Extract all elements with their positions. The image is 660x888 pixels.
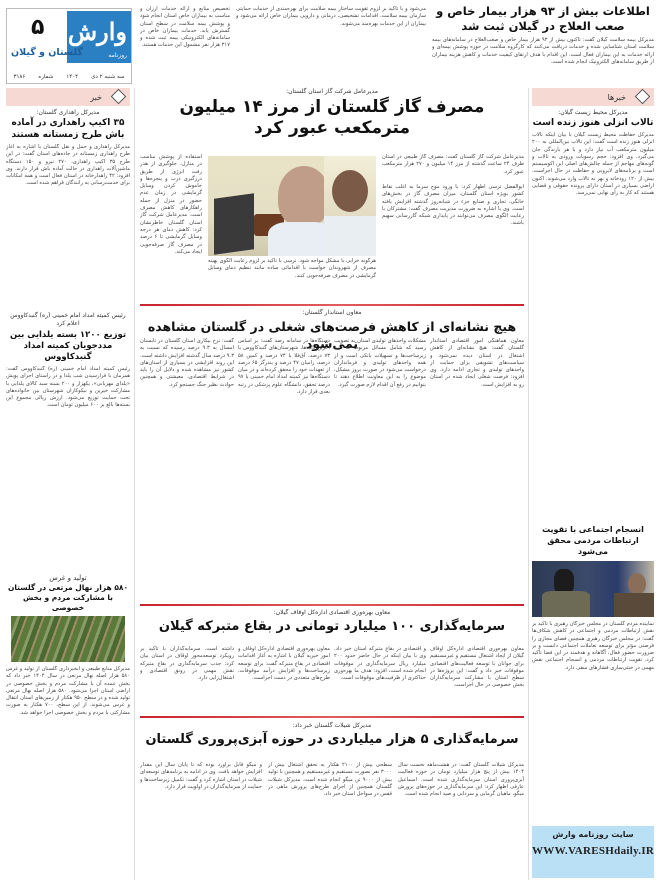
story-headline: ۵۸۰ هزار نهال مرتعی در گلستان با مشارکت مردم و بخش خصوصی [7,583,129,612]
story-body: مدیرکل منابع طبیعی و آبخیزداری گلستان از تولید و غرس ۵۸۰ هزار اصله نهال مرتعی در سال ۱۴۰۴ خبر داد که بخش عمده آن با مشارکت مردم و بخش خصوصی در اراضی استان اجرا می‌شود. ۵۸۰ هزار اصله نهال مرتعی تولید شده و در سطح ۹۵۰ هکتار از زمین‌های استان انتقال و غرس می‌شوند. از این سطح، ۷۰۰ هکتار به صورت مشارکتی با مردم و بخش خصوصی اجرا خواهد شد. [6,666,130,716]
story-body: مدیرکل بیمه سلامت گیلان گفت: تاکنون بیش از ۹۳ هزار بیمار خاص و صعب‌العلاج در سامانه‌های بیمه سلامت استان شناسایی شده و خدمات دریافت می‌کنند که کارگروه سلامت در حوزه پوشش بیمه‌ای و ارائه خدمات به این بیماران فعال است. این اقدام با هدف ارتقای کیفیت خدمات و کاهش هزینه بیماران از طریق سامانه‌های الکترونیک انجام شده است. [432,37,654,65]
story-headline: ۳۵ اکیپ راهداری در آماده باش طرح زمستانه هستند [11,118,125,140]
awqaf-col-3: معاون بهره‌وری اقتصادی اداره‌کل اوقاف و امور خیریه گیلان با اشاره به آغاز اقدامات اقتصادی در بقاع متبرکه گفت: برای توسعه زیرساخت‌ها و افزایش درآمد موقوفات، طرح‌های متعددی در دست اجراست. [238,646,330,682]
story-body: نماینده مردم گلستان در مجلس خبرگان رهبری با تأکید بر نقش ارتباطات مردمی و اجتماعی در کاهش شکاف‌ها گفت: در مجلس خبرگان رهبری همچنین فضای مجازی را فرصتی مؤثر برای توسعه تعاملات اجتماعی دانست و بر ضرورت حضور فعال، آگاهانه و هدفمند در این فضا تأکید کرد. تقویت ارتباطات مردمی و انسجام اجتماعی نقش مهمی در خنثی‌سازی فشارهای منفی دارد. [532,621,654,671]
robe-shape [542,591,590,617]
jacket-shape [614,593,654,617]
awqaf-col-1: معاون بهره‌وری اقتصادی اداره‌کل اوقاف گیلان از ایجاد اشتغال مستقیم و غیرمستقیم برای جوانان با توسعه فعالیت‌های اقتصادی موقوفات خبر داد و گفت: این پروژه‌ها در سطح استان با مشارکت سرمایه‌گذاران بخش خصوصی در حال اجراست. [430,646,524,689]
left-story-yalda [6,312,130,578]
story-headline: سرمایه‌گذاری ۱۰۰ میلیارد تومانی در بقاع متبرکه گیلان [158,619,506,634]
column-divider [528,88,529,880]
issue-date-line [7,74,131,80]
story-headline: اطلاعات بیش از ۹۳ هزار بیمار خاص و صعب العلاج در گیلان ثبت شد [436,4,650,33]
story-kicker: رئیس کمیته امداد امام خمینی (ره) گنبدکاووس اعلام کرد [10,312,126,327]
story-kicker: مدیرکل راهداری گلستان: [36,109,100,116]
issue-label: شماره [38,74,54,80]
jobs-col-1: معاون هماهنگی امور اقتصادی استاندار گلستان گفت: هیچ نشانه‌ای از کاهش اشتغال در استان دیده نمی‌شود و سیاست‌های تشویقی برای حمایت از واحدهای تولیدی و تجاری ادامه دارد. وی افزود: فرصت شغلی ایجاد شده در استان رو به افزایش است. [430,338,524,388]
right-story-cohesion [532,524,654,845]
section-header [6,88,130,106]
jobs-col-2: مشکلات واحدهای تولیدی استان به تصویب رسید که شامل مسائل مربوط به آب، زیرساخت‌ها و تسهیلات بانکی است و از همه واحدهای تولیدی و فرمانداران درخواست می‌شود در صورت بروز مشکل، موضوع را به این معاونت اطلاع دهند تا بتوانیم در رفع آن اقدام لازم صورت گیرد. [334,338,426,388]
issue-year: ۱۴۰۴ [66,74,79,80]
page-number: ۵ [31,15,45,40]
story-headline: هیچ نشانه‌ای از کاهش فرصت‌های شغلی در گلستان مشاهده نمی‌شود [147,319,517,351]
red-divider [140,716,524,718]
top-left-column-text: تخصیص منابع و ارائه خدمات ارزان و مناسب به بیماران خاص استان انجام شود و پوشش بیمه سلامت در سطح استان گسترش یابد. خدمات بیماران خاص در سامانه‌های الکترونیکی بیمه ثبت شده و ۳۱۷ هزار نفر مشمول این خدمات هستند. [140,6,230,49]
website-title: سایت روزنامه وارش [552,830,634,839]
awqaf-col-2: و اقتصادی در بقاع متبرکه استان خبر داد. وی با بیان اینکه در حال حاضر حدود ۲۰۰ میلیارد ریال سرمایه‌گذاری در موقوفات انجام شده است، افزود: هدف ما بهره‌وری حداکثری از ظرفیت‌های موقوفات است. [334,646,426,682]
story-kicker: مدیرکل محیط زیست گیلان: [558,109,628,116]
gas-director-photo-right [324,156,376,256]
fisheries-col-3: و میگو قابل برآورد بوده که تا پایان سال این مقدار افزایش خواهد یافت. وی در ادامه به برنامه‌های توسعه‌ای شیلات در استان اشاره کرد و گفت: تکمیل زیرساخت‌ها و حمایت از سرمایه‌گذاران در اولویت قرار دارد. [140,762,262,790]
story-kicker: معاون بهره‌وری اقتصادی اداره‌کل اوقاف گیلان: [273,609,391,616]
issue-number: ۳۱۸۶ [13,74,26,80]
awqaf-col-4: داشته است. سرمایه‌گذاران با تأکید بر رویکرد توسعه‌محور اوقاف در استان بیان کرد: جذب سرمایه‌گذاری در بقاع متبرکه نقش مهمی در رونق اقتصادی و اشتغال‌زایی دارد. [140,646,234,682]
seedlings-photo [11,616,125,662]
story-kicker: تولید و غرس [49,574,87,582]
fisheries-story [140,722,524,749]
diamond-icon [635,89,651,105]
fisheries-col-2: سطحی بیش از ۲۱۰۰ هکتار به تحقق اشتغال بیش از ۳۰۰۰ نفر بصورت مستقیم و غیرمستقیم و همچنین با تولید بیش از ۹۰۰۰ تن میگو انجام شده است. مدیرکل شیلات گلستان همچنین از اجرای طرح‌های پرورش ماهی در قفس در سواحل استان خبر داد. [268,762,392,798]
center-story-gas [140,88,524,139]
story-body: رئیس کمیته امداد امام خمینی (ره) گنبدکاووس گفت: همزمان با فرارسیدن شب یلدا و در راستای اجرای پویش «یلدای مهربانی»، یکهزار و ۲۰۰ بسته سبد کالای یلدایی با مشارکت خیرین و نیکوکاران شهرستان بین خانواده‌های تحت حمایت توزیع می‌شود. ارزش ریالی مجموع این بسته‌ها بالغ بر ۶۰۰ میلیون تومان است. [6,366,130,409]
top-center-column-text: می‌شود و با تأکید بر لزوم تقویت ساختار بیمه سلامت برای بهره‌مندی از خدمات حمایتی سازمان بیمه سلامت، اقدامات تشخیصی، درمانی و دارویی بیماران خاص ارائه می‌شود و بیماران از این خدمات بهره‌مند می‌شوند. [236,6,426,27]
story-headline: تالاب انزلی هنوز زنده است [532,118,654,128]
website-banner[interactable] [532,826,654,878]
cohesion-photo [532,561,654,617]
person-shape [278,166,324,226]
left-story-seedlings [6,574,130,856]
story-headline: سرمایه‌گذاری ۵ هزار میلیاردی در حوزه آبزی‌پروری گلستان [145,732,519,747]
section-header-label: خبر [90,92,102,102]
column-divider [134,88,135,880]
story-kicker: مدیرعامل شرکت گاز استان گلستان: [286,88,378,95]
weekday-date: سه شنبه ۲ دی [91,74,125,80]
gas-body: ابوالفضل ترسی اظهار کرد: با ورود موج سرما به اغلب نقاط کشور بویژه استان گلستان، میزان مصرف گاز در بخش‌های خانگی، تجاری و صنایع جزء در شبانه‌روز گذشته افزایش یافته است. وی با اشاره به ضرورت مدیریت مصرف گفت: مشترکان با رعایت الگوی مصرف می‌توانند در پایداری شبکه گازرسانی سهیم باشند. [382,184,524,227]
gas-body-right [382,154,524,294]
story-headline: مصرف گاز گلستان از مرز ۱۴ میلیون مترمکعب عبور کرد [179,97,485,138]
story-headline: توزیع ۱۲۰۰ بسته یلدایی بین مددجویان کمیته امداد گنبدکاووس [9,330,127,362]
gas-photo-caption: هرگونه خرابی با مشکل مواجه شود. ترسی با تأکید بر لزوم رعایت الگوی بهینه مصرف از شهروندان خواست با اقداماتی ساده مانند تنظیم دمای وسایل گرمایشی در مصرف صرفه‌جویی کنند. [208,258,376,279]
section-header-label: خبرها [607,92,626,102]
masthead [6,8,132,84]
website-url-link[interactable]: WWW.VARESHdaily.IR [532,845,655,857]
fisheries-col-1: مدیرکل شیلات گلستان گفت: در هشت‌ماهه نخست سال ۱۴۰۴ بیش از پنج هزار میلیارد تومان در حوزه فعالیت آبزی‌پروری استان سرمایه‌گذاری شده است. اسماعیل عارفی اظهار کرد: این سرمایه‌گذاری در حوزه‌های پرورش میگو، ماهیان گرمابی و سردابی و صید انجام شده است. [398,762,524,798]
jobs-col-3: دستگاه‌ها در سامانه رصد گفت: بر اساس آخرین داده‌ها، شهرستان‌های گنبدکاووس با ۷۳ درصد، آق‌قلا با ۷۴ درصد و کمین ۵۸ درصد، رامیان ۴۷ درصد و بندرگز ۶۵ درصد از تعهدات خود را محقق کرده‌اند و در میان دستگاه‌ها نیز کمیته امداد امام خمینی با ۹۷ درصد تحقق، دانشگاه علوم پزشکی در رتبه بعدی قرار دارد. [238,338,330,396]
monitor-shape [214,193,254,255]
diamond-icon [111,89,127,105]
awqaf-story [140,609,524,636]
jobs-col-4: گفت: نرخ بیکاری استان گلستان در تابستان امسال به ۹.۳ درصد رسیده که نسبت به ۹.۳ درصد سال گذشته افزایش داشته است. این روند افزایشی در بسیاری از استان‌های کشور نیز مشاهده شده و دلایل آن را باید در شرایط اقتصادی، معیشتی و همچنین حوادث نظیر جنگ جستجو کرد. [140,338,234,388]
story-body: مدیرکل حفاظت محیط زیست گیلان با بیان اینکه تالاب انزلی هنوز زنده است گفت: این تالاب بین‌المللی به ۲۰۰ میلیون مترمکعب آب نیاز دارد و با هر بارندگی جان می‌گیرد. وی افزود: حجم رسوبات ورودی به تالاب و گونه‌های مهاجم از جمله چالش‌های اصلی این اکوسیستم است و برنامه‌های لایروبی و حفاظت در حال اجراست. بیش از ۱۲۰ رودخانه و نهر به تالاب وارد می‌شوند. اکنون اراضی بسیاری در استان دارای پرونده حقوقی و قضایی هستند که کار به رأی نهایی نمی‌رسد. [532,132,654,197]
logo-prefix: روزنامه [108,52,127,59]
gas-body-left: استفاده از پوشش مناسب در منازل، جلوگیری از هدر رفت انرژی از طریق درزگیری درب و پنجره‌ها و خاموش کردن وسایل گرمایشی در زمان عدم حضور در منزل از جمله راهکارهای کاهش مصرف است. مدیرعامل شرکت گاز استان گلستان خاطرنشان کرد: کاهش دمای هر درجه وسایل گرمایشی تا ۶ درصد در مصرف گاز صرفه‌جویی ایجاد می‌کند. [140,154,202,255]
story-body: مدیرکل راهداری و حمل و نقل گلستان با اشاره به آغاز طرح راهداری زمستانه در جاده‌های استان گفت: در این طرح ۳۵ اکیپ راهداری، ۲۷۰ نیرو و ۱۵۰ دستگاه ماشین‌آلات راهداری در حالت آماده باش قرار دارند. وی افزود: ۴۲ راهدارخانه در استان فعال است و همه امکانات برای خدمت‌رسانی به رانندگان فراهم شده است. [6,144,130,187]
story-kicker: مدیرکل شیلات گلستان خبر داد: [292,722,372,729]
face-shape [332,170,368,212]
story-kicker: معاون استاندار گلستان: [302,309,362,316]
turban-figure-shape [554,569,574,593]
right-news-box [532,88,654,518]
shirt-shape [324,216,376,256]
gas-director-photo [208,156,324,256]
newspaper-logo: وارش [67,17,127,46]
shirt-shape [268,222,324,256]
left-news-box [6,88,130,314]
face-shape [628,573,646,595]
section-header [532,88,654,106]
gas-lead: مدیرعامل شرکت گاز گلستان گفت: مصرف گاز طبیعی در استان ظرف ۲۴ ساعت گذشته از مرز ۱۴ میلیون و ۲۷۰ هزار مترمکعب عبور کرد. [382,154,524,175]
red-divider [140,304,524,306]
story-headline: انسجام اجتماعی با تقویت ارتباطات مردمی محقق می‌شود [542,525,644,556]
region-title: گلستان و گیلان [11,47,83,58]
top-right-story [432,4,654,82]
red-divider [140,604,524,606]
